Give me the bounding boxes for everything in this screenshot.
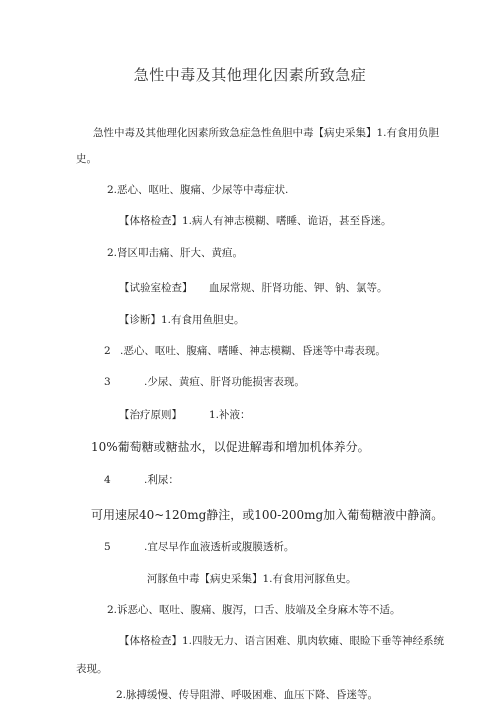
paragraph-line: 【体格检查】1.四肢无力、语言困难、肌肉软瘫、眼睑下垂等神经系统 (119, 635, 445, 647)
section-heading: 【治疗原则】 (119, 409, 182, 421)
paragraph-line: 血尿常规、肝肾功能、钾、钠、氯等。 (209, 282, 388, 294)
list-number: 3 (104, 376, 111, 388)
paragraph-line: 表现。 (76, 663, 108, 675)
paragraph-line: .恶心、呕吐、腹痛、嗜睡、神志模糊、昏迷等中毒表现。 (120, 345, 386, 357)
list-number: 5 (104, 541, 111, 553)
paragraph-line: .宜尽早作血液透析或腹膜透析。 (144, 541, 295, 553)
paragraph-line: 急性中毒及其他理化因素所致急症急性鱼胆中毒【病史采集】1.有食用负胆 (93, 127, 440, 139)
list-number: 4 (104, 474, 111, 486)
paragraph-line: 2.脉搏缓慢、传导阻滞、呼吸困难、血压下降、昏迷等。 (116, 689, 379, 701)
document-title: 急性中毒及其他理化因素所致急症 (133, 66, 367, 84)
paragraph-line: 2.肾区叩击痛、肝大、黄疸。 (107, 247, 244, 259)
paragraph-line: 2.诉恶心、呕吐、腹痛、腹泻，口舌、肢端及全身麻木等不适。 (107, 604, 401, 616)
paragraph-line: 史。 (76, 153, 97, 165)
section-heading: 【试验室检查】 (119, 282, 193, 294)
paragraph-line: .利尿： (144, 474, 179, 486)
paragraph-line: 10%葡萄糖或糖盐水，以促进解毒和增加机体养分。 (91, 440, 370, 454)
paragraph-line: 1.补液： (209, 409, 251, 421)
list-number: 2 (104, 345, 111, 357)
paragraph-line: 【体格检查】1.病人有神志模糊、嗜睡、诡语，甚至昏迷。 (119, 215, 392, 227)
paragraph-line: 可用速尿40~120mg静注，或100-200mg加入葡萄糖液中静滴。 (91, 508, 444, 522)
paragraph-line: 河豚鱼中毒【病史采集】1.有食用河豚鱼史。 (147, 573, 357, 585)
paragraph-line: 【诊断】1.有食用鱼胆史。 (119, 314, 245, 326)
paragraph-line: 2.恶心、呕吐、腹痛、少尿等中毒症状. (107, 184, 289, 196)
paragraph-line: .少尿、黄疸、肝肾功能损害表现。 (144, 376, 305, 388)
